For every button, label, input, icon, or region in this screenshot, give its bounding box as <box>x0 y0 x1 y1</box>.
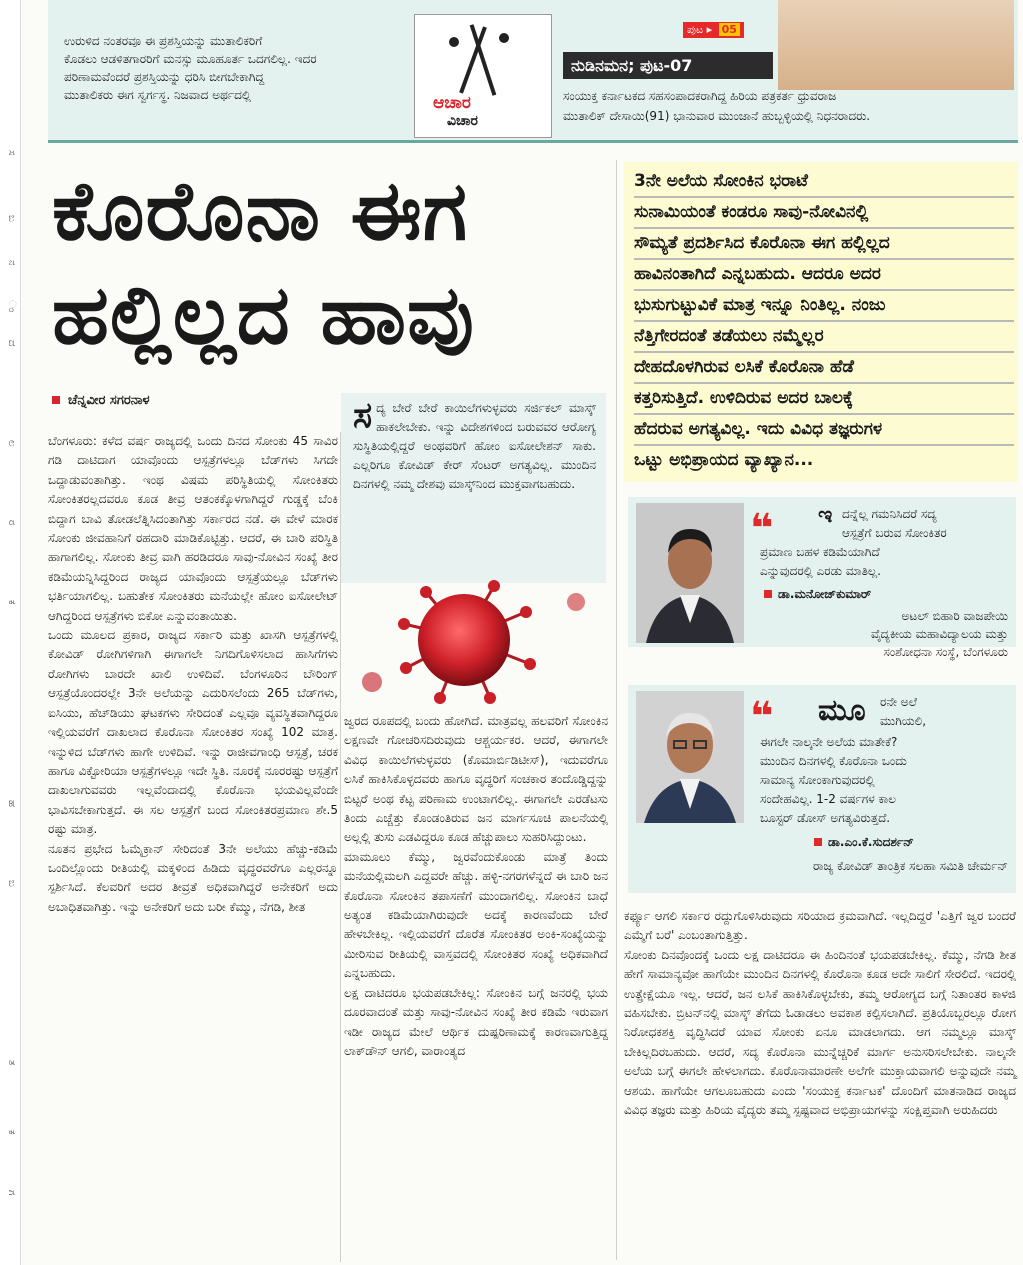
obituary-line: ಮುತಾಲಿಕ್ ದೇಸಾಯಿ(91) ಭಾನುವಾರ ಮುಂಜಾನೆ ಹುಬ್ಬಳ್ಳಿಯಲ್ಲಿ ನಿಧನರಾದರು. <box>563 109 871 123</box>
expert-name-text: ಡಾ.ಮನೋಜ್‌ಕುಮಾರ್ <box>778 587 872 601</box>
page-pointer-number: 05 <box>719 23 740 36</box>
byline-marker <box>52 396 60 404</box>
quote-line: ಈಗಲೇ ನಾಲ್ಕನೇ ಅಲೆಯ ಮಾತೇಕೆ? <box>760 735 898 749</box>
edge-fragment: ತ <box>6 1060 17 1066</box>
top-strip-line: ಪರಿಣಾಮವೆಂದರೆ ಪ್ರಶಸ್ತಿಯನ್ನು ಧರಿಸಿ ಬೀಗಬೇಕಾಗಿದ್ದ <box>64 70 265 84</box>
logo-figure-head <box>499 33 509 43</box>
virus-particle <box>362 672 382 692</box>
pull-quote-rule <box>634 227 1014 229</box>
expert-photo <box>636 691 744 823</box>
edge-fragment: ಗ <box>6 1190 17 1196</box>
top-strip-line: ಉರುಳಿದ ನಂತರವೂ ಈ ಪ್ರಶಸ್ತಿಯನ್ನು ಮುತಾಲಿಕರಿಗೆ <box>64 34 263 48</box>
pull-quote-line: ಹಾವಿನಂತಾಗಿದೆ ಎನ್ನಬಹುದು. ಆದರೂ ಅದರ <box>634 264 881 284</box>
edge-fragment: ಬ <box>6 215 17 222</box>
pull-quote-rule <box>634 351 1014 353</box>
pull-quote-rule <box>634 444 1014 446</box>
pull-quote-line: 3ನೇ ಅಲೆಯ ಸೋಂಕಿನ ಭರಾಟೆ <box>634 171 808 191</box>
affiliation-line: ವೈದ್ಯಕೀಯ ಮಹಾವಿದ್ಯಾಲಯ ಮತ್ತು <box>871 627 1008 641</box>
quote-line: ಪ್ರಮಾಣ ಬಹಳ ಕಡಿಮೆಯಾಗಿದೆ <box>760 545 880 559</box>
obituary-banner: ನುಡಿನಮನ; ಪುಟ-07 <box>563 52 773 79</box>
quote-line: ರನೇ ಅಲೆ <box>880 695 917 709</box>
paragraph: ಬೆಂಗಳೂರು: ಕಳೆದ ವರ್ಷ ರಾಜ್ಯದಲ್ಲಿ ಒಂದು ದಿನದ ಸೋಂಕು 45 ಸಾವಿರ ಗಡಿ ದಾಟಿದಾಗ ಯಾವೊಂದು ಆಸ್ಪತ್ರೆಗಳಲ್ಲೂ ಬೆಡ್‌ಗಳು ಸಿಗದೇ ಒದ್ದಾಡುವಂತಾಗಿತ್ತು. ಇಂಥ ವಿಷಮ ಪರಿಸ್ಥಿತಿಯಲ್ಲಿ ಸೋಂಕಿತರು ಸೋಂಕಿತರಲ್ಲದವರೂ ಕೂಡ ತೀವ್ರ ಆತಂಕಕ್ಕೊಳಗಾಗಿದ್ದರೆ ಗುಡ್ಡಕ್ಕೆ ಬೆಂಕಿ ಬಿದ್ದಾಗ ಬಾವಿ ತೋಡಲೆತ್ನಿಸಿದಂತಾಗಿತ್ತು ಸರ್ಕಾರದ ನಡೆ. ಈ ವೇಳೆ ಮಾರಕ ಸೋಂಕು ಜೀವಹಾನಿಗೆ ರಹದಾರಿ ಮಾಡಿಕೊಟ್ಟಿತ್ತು. ಆದರೆ, ಈ ಬಾರಿ ಪರಿಸ್ಥಿತಿ ಹಾಗಾಗಲಿಲ್ಲ. ಸೋಂಕು ತೀವ್ರ ವಾಗಿ ಹರಡಿದರೂ ಸಾವು-ನೋವಿನ ಸಂಖ್ಯೆ ತೀರ ಕಡಿಮೆಯನ್ನಿಸಿದ್ದರಿಂದ ರಾಜ್ಯದ ಯಾವೊಂದು ಆಸ್ಪತ್ರೆಯಲ್ಲೂ ಬೆಡ್‌ಗಳು ಭರ್ತಿಯಾಗಲಿಲ್ಲ. ಬಹುತೇಕ ಸೋಂಕಿತರು ಮನೆಯಲ್ಲೇ ಹೋಂ ಐಸೋಲೇಟ್ ಆಗಿದ್ದರಿಂದ ಆಸ್ಪತ್ರೆಗಳು ಬಿಕೋ ಎನ್ನುವಂತಾಯಿತು. <box>48 434 338 623</box>
top-strip-line: ಮುತಾಲಿಕರು ಈಗ ಸ್ವರ್ಗಸ್ಥ. ನಿಜವಾದ ಅರ್ಥದಲ್ಲಿ <box>64 88 251 102</box>
headline <box>52 160 612 368</box>
top-strip-line: ಕೊಡಲು ಆಡಳಿತಗಾರರಿಗೆ ಮನಸ್ಸು ಮೂಹೂರ್ತ ಒದಗಲಿಲ್ಲ. ಇದರ <box>64 52 317 66</box>
quote-mark-icon: ❝ <box>750 694 770 740</box>
expert-name <box>814 835 914 850</box>
edge-fragment: ಂ <box>6 300 17 313</box>
quote-line: ಸಂದೇಹವಿಲ್ಲ. 1-2 ವರ್ಷಗಳ ಕಾಲ <box>760 792 896 806</box>
affiliation-line: ರಾಜ್ಯ ಕೋವಿಡ್ ತಾಂತ್ರಿಕ ಸಲಹಾ ಸಮಿತಿ ಚೇರ್ಮನ್ <box>812 859 1008 873</box>
pull-quote-rule <box>634 258 1014 260</box>
paragraph: ಮಾಮೂಲು ಕೆಮ್ಮು, ಜ್ವರವೆಂದುಕೊಂಡು ಮಾತ್ರೆ ತಿಂದು ಮನೆಯಲ್ಲಿಮಲಗಿ ಎದ್ದವರೇ ಹೆಚ್ಚು. ಹಳ್ಳಿ-ನಗರಗಳೆನ್ನದೆ ಈ ಬಾರಿ ಜನ ಕೊರೊನಾ ಸೋಂಕಿನ ತಪಾಸಣೆಗೆ ಮುಂದಾಗಲಿಲ್ಲ. ಸೋಂಕಿನ ಬಾಧೆ ಅತ್ಯಂತ ಕಡಿಮೆಯಾಗಿರುವುದೇ ಅದಕ್ಕೆ ಕಾರಣವೆಂದು ಬೇರೆ ಹೇಳಬೇಕಿಲ್ಲ. ಇಲ್ಲಿಯವರೆಗೆ ದೊರೆತ ಸೋಂಕಿತರ ಅಂಕಿ-ಸಂಖ್ಯೆಯನ್ನು ಮೀರಿಸುವ ರೀತಿಯಲ್ಲಿ ವಾಸ್ತವದಲ್ಲಿ ಸೋಂಕಿತರ ಸಂಖ್ಯೆ ಅಧಿಕವಾಗಿದೆ ಎನ್ನಬಹುದು. <box>344 849 608 981</box>
pull-quote-line: ದೇಹದೊಳಗಿರುವ ಲಸಿಕೆ ಕೊರೊನಾ ಹೆಡೆ <box>634 357 854 377</box>
pull-quote-line: ಕತ್ತರಿಸುತ್ತಿದೆ. ಉಳಿದಿರುವ ಅದರ ಬಾಲಕ್ಕೆ <box>634 388 853 408</box>
quote-dropcap: ಮೂ <box>818 693 866 728</box>
article-column-1 <box>48 432 338 917</box>
pull-quote-rule <box>634 413 1014 415</box>
virus-particle <box>567 593 585 611</box>
quote-line: ಆಸ್ಪತ್ರೆಗೆ ಬರುವ ಸೋಂಕಿತರ <box>842 526 947 540</box>
pull-quote-rule <box>634 196 1014 198</box>
edge-fragment: ಸ <box>6 150 17 156</box>
edge-fragment: ದ <box>6 340 17 347</box>
portrait-illustration <box>636 691 744 823</box>
quote-line: ದನ್ನೆಲ್ಲ ಗಮನಿಸಿದರೆ ಸದ್ಯ <box>842 507 937 521</box>
expert-affiliation <box>688 857 1008 875</box>
edge-fragment: ಕ <box>6 600 17 605</box>
pull-quote-line: ನೆತ್ತಿಗೇರದಂತೆ ತಡೆಯಲು ನಮ್ಮೆಲ್ಲರ <box>634 326 824 346</box>
headline-line: ಹಲ್ಲಿಲ್ಲದ ಹಾವು <box>52 268 475 363</box>
edge-fragment: ಲ <box>6 440 17 447</box>
quote-line: ಸಾಮಾನ್ಯ ಸೋಂಕಾಗುವುದರಲ್ಲಿ <box>760 773 875 787</box>
quote-line: ಬೂಸ್ಟರ್ ಡೋಸ್ ಅಗತ್ಯವಿರುತ್ತದೆ. <box>760 811 891 825</box>
obituary-story <box>563 86 1003 126</box>
page-pointer-tag: ಪುಟ ▸ 05 <box>683 22 744 38</box>
name-marker <box>764 590 772 598</box>
byline-author: ಚೆನ್ನವೀರ ಸಗರನಾಳ <box>68 393 150 408</box>
top-portrait-photo <box>778 0 1014 90</box>
page-pointer-label: ಪುಟ <box>687 23 704 36</box>
quote-dropcap: ಇ <box>818 503 833 528</box>
logo-word-achara: ಆಚಾರ <box>433 93 471 113</box>
paragraph: ನೂತನ ಪ್ರಭೇದ ಓಮೈಕ್ರಾನ್ ಸೇರಿದಂತೆ 3ನೇ ಅಲೆಯು ಹೆಚ್ಚು-ಕಡಿಮೆ ಒಂದಿಲ್ಲೊಂದು ರೀತಿಯಲ್ಲಿ ಮಕ್ಕಳಿಂದ ಹಿಡಿದು ವೃದ್ಧರವರೆಗೂ ಎಲ್ಲರನ್ನೂ ಸ್ಪರ್ಶಿಸಿದೆ. ಕೆಲವರಿಗೆ ಅದರ ತೀವ್ರತೆ ಅಧಿಕವಾಗಿದ್ದರೆ ಅನೇಕರಿಗೆ ಅದು ಅಬಾಧಿತವಾಗಿತ್ತು. ಇನ್ನು ಅನೇಕರಿಗೆ ಅದು ಬರೀ ಕೆಮ್ಮು, ನೆಗಡಿ, ಶೀತ <box>48 841 338 914</box>
obituary-line: ಸಂಯುಕ್ತ ಕರ್ನಾಟಕದ ಸಹಸಂಪಾದಕರಾಗಿದ್ದ ಹಿರಿಯ ಪತ್ರಕರ್ತ ಧ್ರುವರಾಜ <box>563 89 837 103</box>
portrait-illustration <box>636 503 744 643</box>
coronavirus-illustration <box>344 578 606 706</box>
pull-quote-box <box>624 162 1018 482</box>
expert-name-text: ಡಾ.ಎಂ.ಕೆ.ಸುದರ್ಶನ್ <box>828 835 914 849</box>
virus-body <box>418 594 510 686</box>
adjacent-page-edge <box>0 0 21 1265</box>
expert-photo <box>636 503 744 643</box>
logo-word-vichara: ವಿಚಾರ <box>447 113 478 129</box>
quote-line: ಎನ್ನುವುದರಲ್ಲಿ ಎರಡು ಮಾತಿಲ್ಲ. <box>760 564 881 578</box>
quote-line: ಮುಂದಿನ ದಿನಗಳಲ್ಲಿ ಕೊರೊನಾ ಒಂದು <box>760 754 907 768</box>
article-column-4 <box>624 907 1016 1120</box>
paragraph: ಒಂದು ಮೂಲದ ಪ್ರಕಾರ, ರಾಜ್ಯದ ಸರ್ಕಾರಿ ಮತ್ತು ಖಾಸಗಿ ಆಸ್ಪತ್ರೆಗಳಲ್ಲಿ ಕೋವಿಡ್ ರೋಗಿಗಳಿಗಾಗಿ ಈಗಾಗಲೇ ನಿಗದಿಗೊಳಿಸಲಾದ ಹಾಸಿಗೆಗಳು ರೋಗಿಗಳು ಬಾರದೇ ಖಾಲಿ ಉಳಿದಿವೆ. ಬೆಂಗಳೂರಿನ ಬೌರಿಂಗ್ ಆಸ್ಪತ್ರೆಯೊಂದರಲ್ಲೇ 3ನೇ ಅಲೆಯನ್ನು ಎದುರಿಸಲೆಂದು 265 ಬೆಡ್‌ಗಳು, ಐಸಿಯು, ಹೆಚ್‌ಡಿಯು ಘಟಕಗಳು ಸೇರಿದಂತೆ ಎಲ್ಲವೂ ವ್ಯವಸ್ಥಿತವಾಗಿದ್ದರೂ ಇಲ್ಲಿಯವರೆಗೆ ದಾಖಲಾದ ಕೊರೊನಾ ಸೋಂಕಿತರ ಸಂಖ್ಯೆ 102 ಮಾತ್ರ. ಇನ್ನುಳಿದ ಬೆಡ್‌ಗಳು ಹಾಗೇ ಉಳಿದಿವೆ. ಇನ್ನು ರಾಜೀವಗಾಂಧಿ ಆಸ್ಪತ್ರೆ, ಚರಕ ಹಾಗೂ ವಿಕ್ಟೋರಿಯಾ ಆಸ್ಪತ್ರೆಗಳಲ್ಲೂ ಇದೇ ಸ್ಥಿತಿ. ನೂರಕ್ಕೆ ನೂರರಷ್ಟು ಆಸ್ಪತ್ರೆಗೆ ದಾಖಲಾಗುವವರು ಇಲ್ಲವೆಂದಾದಲ್ಲಿ ಕೊರೊನಾ ಭಯವಿಲ್ಲವೆಂದೇ ಭಾವಿಸಬೇಕಾಗುತ್ತದೆ. ಈ ಸಲ ಆಸ್ಪತ್ರೆಗೆ ಬಂದ ಸೋಂಕಿತರಪ್ರಮಾಣ ಶೇ.5 ರಷ್ಟು ಮಾತ್ರ. <box>48 628 338 837</box>
mask-note-text: ದ್ಯ ಬೇರೆ ಬೇರೆ ಕಾಯಿಲೆಗಳುಳ್ಳವರು ಸರ್ಜಿಕಲ್ ಮಾಸ್ಕ್ ಹಾಕಲೇಬೇಕು. ಇನ್ನು ವಿದೇಶಗಳಿಂದ ಬರುವವರ ಆರೋಗ್ಯ ಸುಸ್ಥಿತಿಯಲ್ಲಿದ್ದರೆ ಅಂಥವರಿಗೆ ಹೋಂ ಐಸೋಲೇಶನ್ ಸಾಕು. ಎಲ್ಲರಿಗೂ ಕೋವಿಡ್ ಕೇರ್ ಸೆಂಟರ್ ಅಗತ್ಯವಿಲ್ಲ. ಮುಂದಿನ ದಿನಗಳಲ್ಲಿ ನಮ್ಮ ದೇಶವು ಮಾಸ್ಕ್‌ನಿಂದ ಮುಕ್ತವಾಗಬಹುದು. <box>353 401 596 491</box>
pull-quote-rule <box>634 289 1014 291</box>
pull-quote-line: ಹೆದರುವ ಅಗತ್ಯವಿಲ್ಲ. ಇದು ವಿವಿಧ ತಜ್ಞರುಗಳ <box>634 419 883 439</box>
top-strip-column <box>64 32 400 104</box>
headline-line: ಕೊರೊನಾ ಈಗ <box>52 164 469 259</box>
paragraph: ಕರ್ಫ್ಯೂ ಆಗಲಿ ಸರ್ಕಾರ ರದ್ದುಗೊಳಿಸಿರುವುದು ಸರಿಯಾದ ಕ್ರಮವಾಗಿದೆ. ಇಲ್ಲದಿದ್ದರೆ 'ಎತ್ತಿಗೆ ಜ್ವರ ಬಂದರೆ ಎಮ್ಮೆಗೆ ಬರೆ' ಎಂಬಂತಾಗುತ್ತಿತ್ತು. <box>624 909 1016 943</box>
edge-fragment: ಹ <box>6 800 17 807</box>
mask-note-box <box>341 393 606 583</box>
quote-mark-icon: ❝ <box>750 506 770 552</box>
edge-fragment: ಕ <box>6 1130 17 1135</box>
edge-fragment: ನ <box>6 260 17 266</box>
paragraph: ಲಕ್ಷ ದಾಟಿದರೂ ಭಯಪಡಬೇಕಿಲ್ಲ: ಸೋಂಕಿನ ಬಗ್ಗೆ ಜನರಲ್ಲಿ ಭಯ ದೂರವಾದಂತೆ ಮತ್ತು ಸಾವು-ನೋವಿನ ಸಂಖ್ಯೆ ತೀರ ಕಡಿಮೆ ಇರುವಾಗ ಇಡೀ ರಾಜ್ಯದ ಮೇಲೆ ಆರ್ಥಿಕ ದುಷ್ಪರಿಣಾಮಕ್ಕೆ ಕಾರಣವಾಗುತ್ತಿದ್ದ ಲಾಕ್‌ಡೌನ್ ಆಗಲಿ, ವಾರಾಂತ್ಯದ <box>344 985 608 1058</box>
pull-quote-line: ಸೌಮ್ಯತೆ ಪ್ರದರ್ಶಿಸಿದ ಕೊರೊನಾ ಈಗ ಹಲ್ಲಿಲ್ಲದ <box>634 233 890 253</box>
expert-name <box>764 587 871 602</box>
byline <box>52 393 150 408</box>
paragraph: ಸೋಂಕು ದಿನವೊಂದಕ್ಕೆ ಒಂದು ಲಕ್ಷ ದಾಟಿದರೂ ಈ ಹಿಂದಿನಂತೆ ಭಯಪಡಬೇಕಿಲ್ಲ. ಕೆಮ್ಮು, ನೆಗಡಿ ಶೀತ ಹೇಗೆ ಸಾಮಾನ್ಯವೋ ಹಾಗೆಯೇ ಮುಂದಿನ ದಿನಗಳಲ್ಲಿ ಕೊರೊನಾ ಕೂಡ ಅದೇ ಸಾಲಿಗೆ ಸೇರಲಿದೆ. ಇದರಲ್ಲಿ ಉತ್ಪ್ರೇಕ್ಷೆಯೂ ಇಲ್ಲ. ಆದರೆ, ಜನ ಲಸಿಕೆ ಹಾಕಿಸಿಕೊಳ್ಳಬೇಕು, ತಮ್ಮ ಆರೋಗ್ಯದ ಬಗ್ಗೆ ನಿತಾಂತರ ಕಾಳಜಿ ವಹಿಸಬೇಕು. ಬ್ರಿಟನ್‌ನಲ್ಲಿ ಮಾಸ್ಕ್ ತೆಗೆದು ಓಡಾಡಲು ಅವಕಾಶ ಕಲ್ಪಿಸಲಾಗಿದೆ. ಪ್ರತಿಯೊಬ್ಬರಲ್ಲೂ ರೋಗ ನಿರೋಧಕಶಕ್ತಿ ವೃದ್ಧಿಸಿದರೆ ಯಾವ ಸೋಂಕು ಏನೂ ಮಾಡಲಾಗದು. ಆಗ ನಮ್ಮಲ್ಲೂ ಮಾಸ್ಕ್ ಬೇಕಿಲ್ಲದಿರಬಹುದು. ಆದರೆ, ಸದ್ಯ ಕೊರೊನಾ ಮುನ್ನೆಚ್ಚರಿಕೆ ಮಾರ್ಗ ಅನುಸರಿಸಲೇಬೇಕು. ನಾಲ್ಕನೇ ಅಲೆಯ ಬಗ್ಗೆ ಈಗಲೇ ಹೇಳಲಾಗದು. ಕೊರೊನಾಮಾರಣೇ ಅಲೆಗೇ ಮುಕ್ತಾಯವಾಗಲಿ ಅನ್ನುವುದೇ ನಮ್ಮ ಆಶಯ. ಹಾಗೆಯೇ ಆಗಲೂಬಹುದು ಎಂದು 'ಸಂಯುಕ್ತ ಕರ್ನಾಟಕ' ದೊಂದಿಗೆ ಮಾತನಾಡಿದ ರಾಜ್ಯದ ವಿವಿಧ ತಜ್ಞರು ಮತ್ತು ಹಿರಿಯ ವೈದ್ಯರು ತಮ್ಮ ಸ್ಪಷ್ಟವಾದ ಅಭಿಪ್ರಾಯಗಳನ್ನು ಸಂಕ್ಷಿಪ್ತವಾಗಿ ಅರುಹಿದರು <box>624 947 1016 1118</box>
affiliation-line: ಸಂಶೋಧನಾ ಸಂಸ್ಥೆ, ಬೆಂಗಳೂರು <box>883 645 1008 659</box>
paragraph: ಜ್ವರದ ರೂಪದಲ್ಲಿ ಬಂದು ಹೋಗಿದೆ. ಮಾತ್ರವಲ್ಲ ಹಲವರಿಗೆ ಸೋಂಕಿನ ಲಕ್ಷಣವೇ ಗೋಚರಿಸದಿರುವುದು ಆಶ್ಚರ್ಯಕರ. ಆದರೆ, ಈಗಾಗಲೇ ವಿವಿಧ ಕಾಯಿಲೆಗಳುಳ್ಳವರು (ಕೊಮಾರ್ಬಿಡಿಟೀಸ್), ಇದುವರೆಗೂ ಲಸಿಕೆ ಹಾಕಿಸಿಕೊಳ್ಳದವರು ಹಾಗೂ ವೃದ್ಧರಿಗೆ ಸಂಚಕಾರ ತಂದೊಡ್ಡಿದ್ದನ್ನು ಬಿಟ್ಟರೆ ಅಂಥ ಕೆಟ್ಟ ಪರಿಣಾಮ ಉಂಟಾಗಲಿಲ್ಲ. ಈಗಾಗಲೇ ಎರಡೆಟಸು ತಿಂದು ಎಚ್ಚೆತ್ತು ಕೊಂಡಂತಿರುವ ಜನ ಮಾರ್ಗಸೂಚಿ ಪಾಲನೆಯಲ್ಲಿ ಅಲ್ಲಲ್ಲಿ ತುಸು ಎಡವಿದ್ದರೂ ಕೂಡ ಹೆಚ್ಚುಪಾಲು ಸುಹರಿಸಿದ್ದುಂಟು. <box>344 714 608 845</box>
pull-quote-line: ಭುಸುಗುಟ್ಟುವಿಕೆ ಮಾತ್ರ ಇನ್ನೂ ನಿಂತಿಲ್ಲ. ನಂಜು <box>634 295 886 315</box>
mask-note <box>341 393 606 494</box>
expert-quote-1 <box>628 497 1016 659</box>
article-column-2 <box>344 712 608 1061</box>
pull-quote-rule <box>634 320 1014 322</box>
quote-line: ಮುಗಿಯಲಿ, <box>880 714 927 728</box>
dropcap: ಸ <box>353 395 373 436</box>
pull-quote-rule <box>634 382 1014 384</box>
expert-affiliation <box>756 607 1008 661</box>
logo-figure-head <box>449 37 459 47</box>
expert-quote-2 <box>628 685 1016 893</box>
pull-quote-line: ಒಟ್ಟು ಅಭಿಪ್ರಾಯದ ವ್ಯಾಖ್ಯಾನ... <box>634 450 814 470</box>
name-marker <box>814 838 822 846</box>
edge-fragment: ರ <box>6 520 17 526</box>
edge-fragment: ಬ <box>6 880 17 887</box>
achara-vichara-logo <box>414 14 552 138</box>
affiliation-line: ಅಟಲ್ ಬಿಹಾರಿ ವಾಜಪೇಯಿ <box>901 609 1008 623</box>
pull-quote-line: ಸುನಾಮಿಯಂತೆ ಕಂಡರೂ ಸಾವು-ನೋವಿನಲ್ಲಿ <box>634 202 869 222</box>
column-rule <box>616 160 617 1260</box>
